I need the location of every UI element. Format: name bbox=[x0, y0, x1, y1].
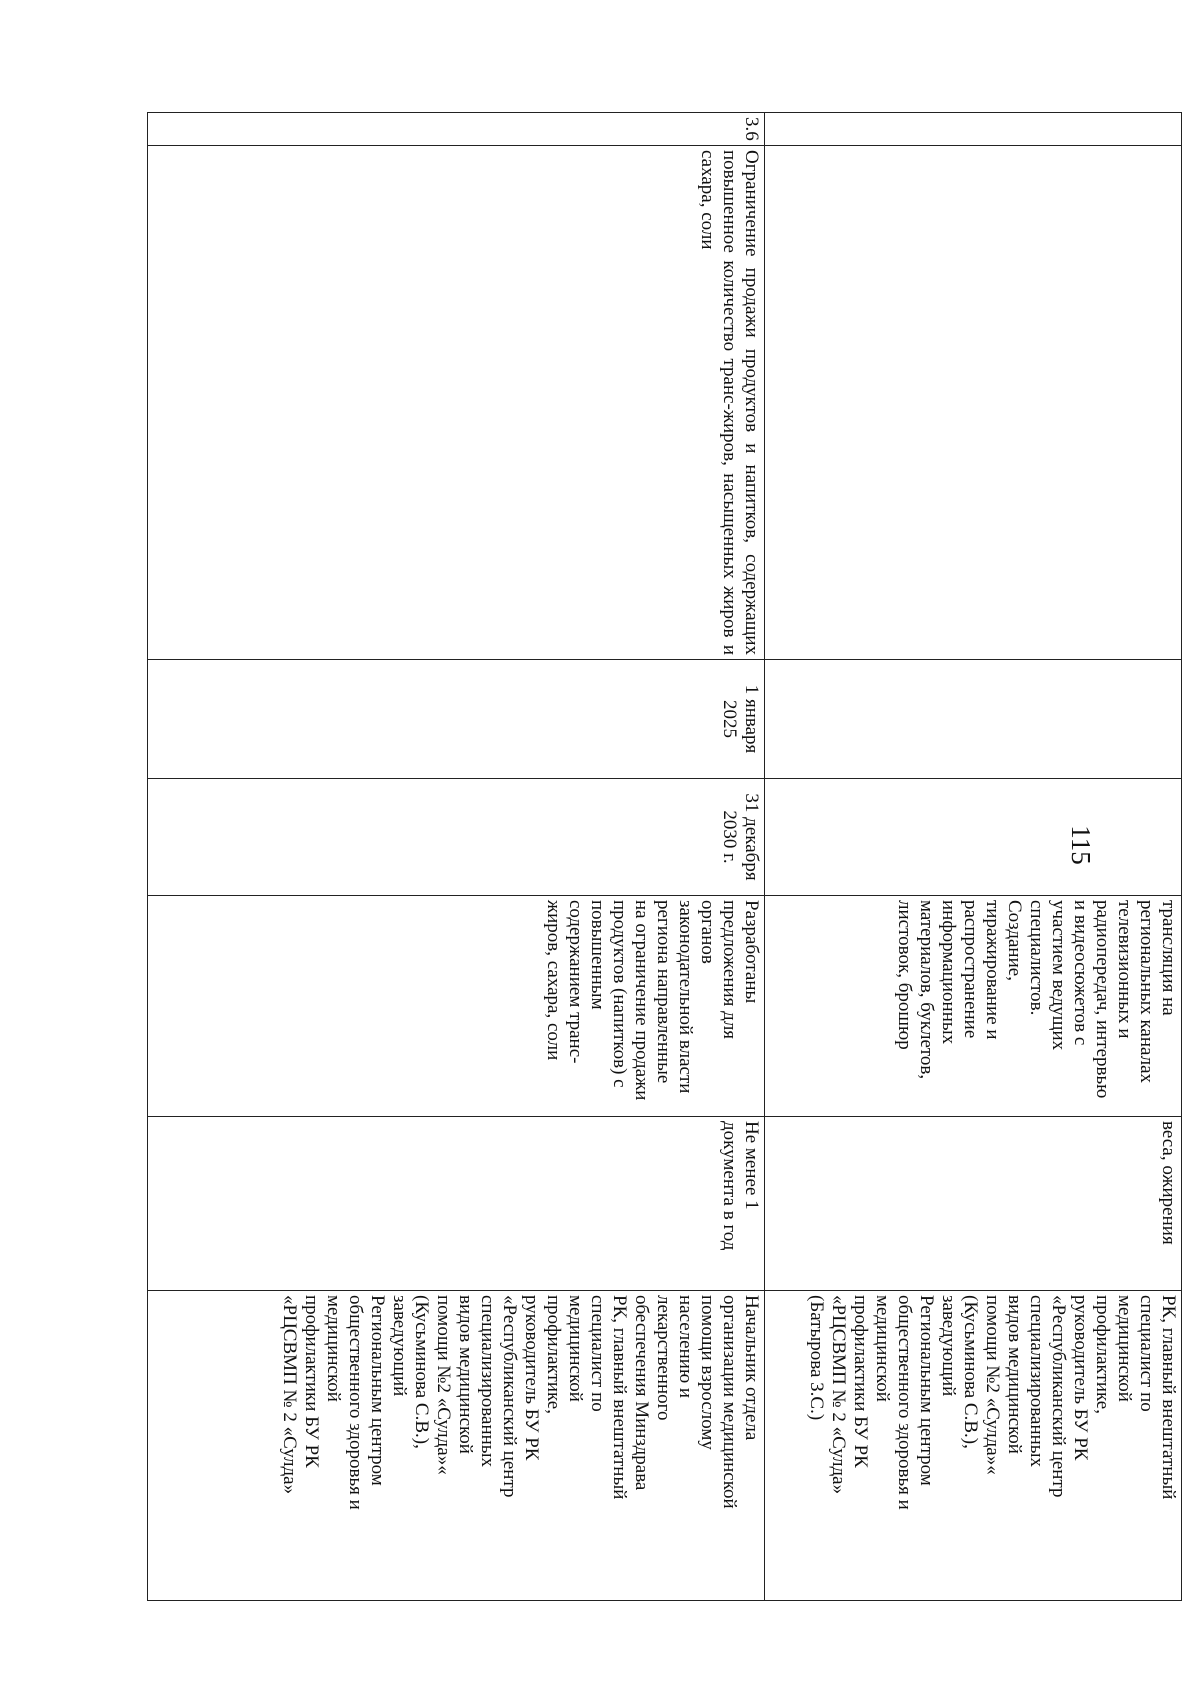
responsible-cell: Начальник отдела организации медицинской помощи взрослому населению и лекарственного обеспечения Минздрава РК, главный внештатный специалист по медицинской профилактике, руководитель БУ РК «Республиканский центр специализированных видов медицинской помощи №2 «Сулда»« (Кусьминова С.В.), заведующий Региональным центром общественного здоровья и медицинской профилактики БУ РК «РЦСВМП № 2 «Сулда» bbox=[148, 1291, 765, 1601]
row-number-cell bbox=[765, 113, 1182, 146]
indicator-cell: Не менее 1 документа в год bbox=[148, 1117, 765, 1291]
table-row bbox=[148, 113, 765, 1601]
measure-cell: Ограничение продажи продуктов и напитков, содержащих повышенное количество транс-жиров, насыщенных жиров и сахара, соли bbox=[148, 146, 765, 660]
result-cell: трансляция на региональных каналах телевизионных и радиопередач, интервью и видеосюжетов с участием ведущих специалистов. Создание, тиражирование и распространение информационных материалов, буклетов, листовок, брошюр bbox=[765, 896, 1182, 1117]
plan-table bbox=[147, 112, 1182, 1601]
row-number-cell: 3.6 bbox=[148, 113, 765, 146]
start-date-cell: 1 января 2025 bbox=[148, 660, 765, 779]
result-cell: Разработаны предложения для органов законодательной власти региона направленные на ограничение продажи продуктов (напитков) с повышенным содержанием транс- жиров, сахара, соли bbox=[148, 896, 765, 1117]
page-number: 115 bbox=[1066, 825, 1096, 865]
measure-cell bbox=[765, 146, 1182, 660]
start-date-cell bbox=[765, 660, 1182, 779]
indicator-cell: веса, ожирения bbox=[765, 1117, 1182, 1291]
table-row bbox=[765, 113, 1182, 1601]
rotated-table-sheet bbox=[147, 112, 1182, 1600]
end-date-cell bbox=[765, 779, 1182, 896]
responsible-cell: РК, главный внештатный специалист по медицинской профилактике, руководитель БУ РК «Республиканский центр специализированных видов медицинской помощи №2 «Сулда»« (Кусьминова С.В.), заведующий Региональным центром общественного здоровья и медицинской профилактики БУ РК «РЦСВМП № 2 «Сулда» (Батырова З.С.) bbox=[765, 1291, 1182, 1601]
end-date-cell: 31 декабря 2030 г. bbox=[148, 779, 765, 896]
